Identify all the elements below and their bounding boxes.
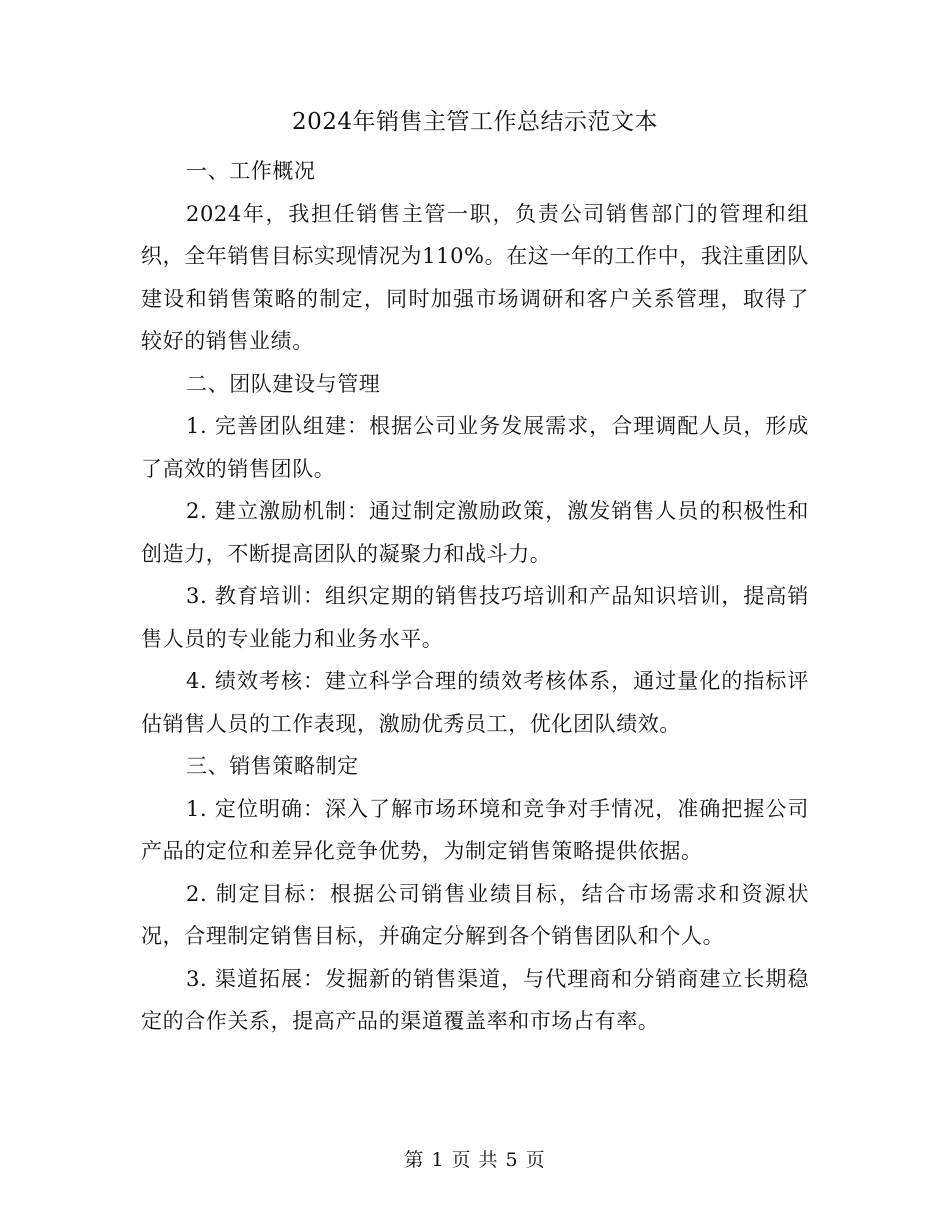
section-heading-overview: 一、工作概况 xyxy=(186,159,316,183)
paragraph-strategy-2: 2. 制定目标：根据公司销售业绩目标，结合市场需求和资源状况，合理制定销售目标，并确定分解到各个销售团队和个人。 xyxy=(141,881,809,948)
paragraph-team-4: 4. 绩效考核：建立科学合理的绩效考核体系，通过量化的指标评估销售人员的工作表现，激励优秀员工，优化团队绩效。 xyxy=(141,669,809,736)
paragraph-strategy-3: 3. 渠道拓展：发掘新的销售渠道，与代理商和分销商建立长期稳定的合作关系，提高产品的渠道覆盖率和市场占有率。 xyxy=(141,966,809,1033)
document-body xyxy=(141,150,809,1043)
paragraph-team-3: 3. 教育培训：组织定期的销售技巧培训和产品知识培训，提高销售人员的专业能力和业务水平。 xyxy=(141,584,809,651)
page-footer: 第 1 页 共 5 页 xyxy=(404,1149,546,1171)
paragraph-strategy-1: 1. 定位明确：深入了解市场环境和竞争对手情况，准确把握公司产品的定位和差异化竞争优势，为制定销售策略提供依据。 xyxy=(141,796,809,863)
paragraph-team-1: 1. 完善团队组建：根据公司业务发展需求，合理调配人员，形成了高效的销售团队。 xyxy=(141,414,809,481)
section-heading-team: 二、团队建设与管理 xyxy=(186,371,381,396)
document-title: 2024年销售主管工作总结示范文本 xyxy=(291,109,659,135)
paragraph-team-2: 2. 建立激励机制：通过制定激励政策，激发销售人员的积极性和创造力，不断提高团队的凝聚力和战斗力。 xyxy=(141,499,809,566)
section-heading-strategy: 三、销售策略制定 xyxy=(186,754,359,778)
paragraph-overview: 2024年，我担任销售主管一职，负责公司销售部门的管理和组织，全年销售目标实现情况为110%。在这一年的工作中，我注重团队建设和销售策略的制定，同时加强市场调研和客户关系管理，取得了较好的销售业绩。 xyxy=(141,201,809,353)
